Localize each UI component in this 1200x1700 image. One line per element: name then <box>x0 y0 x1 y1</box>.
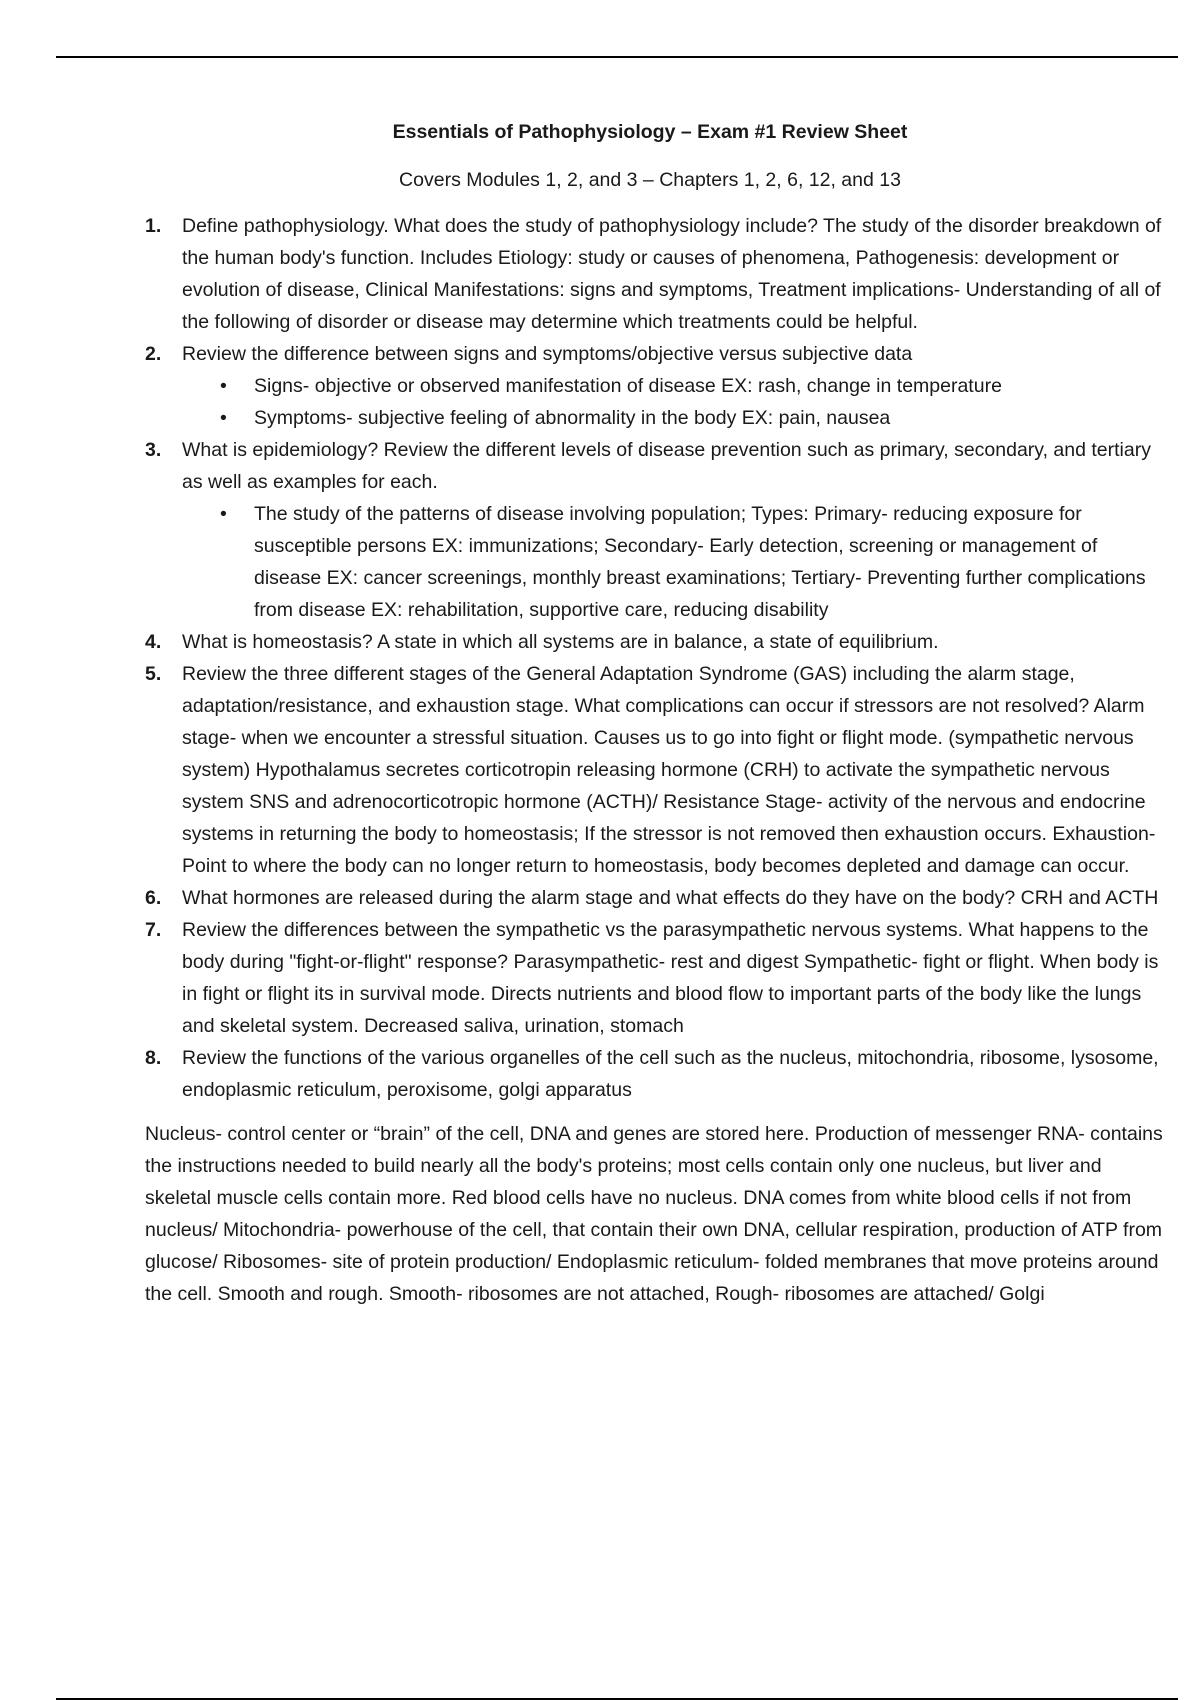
question-item <box>145 1042 1165 1106</box>
question-item <box>145 626 1165 658</box>
question-item <box>145 914 1165 1042</box>
closing-paragraph: Nucleus- control center or “brain” of the cell, DNA and genes are stored here. Production of messenger RNA- contains the instructions needed to build nearly all the body's proteins; most cells contain only one nucleus, but liver and skeletal muscle cells contain more. Red blood cells have no nucleus. DNA comes from white blood cells if not from nucleus/ Mitochondria- powerhouse of the cell, that contain their own DNA, cellular respiration, production of ATP from glucose/ Ribosomes- site of protein production/ Endoplasmic reticulum- folded membranes that move proteins around the cell. Smooth and rough. Smooth- ribosomes are not attached, Rough- ribosomes are attached/ Golgi <box>145 1123 1163 1305</box>
document-title: Essentials of Pathophysiology – Exam #1 Review Sheet <box>392 121 908 143</box>
bullet-list <box>182 370 1165 434</box>
bullet-item: • The study of the patterns of disease involving population; Types: Primary- reducing exposure for susceptible persons EX: immunizations; Secondary- Early detection, screening or management of disease EX: cancer screenings, monthly breast examinations; Tertiary- Preventing further complications from disease EX: rehabilitation, supportive care, reducing disability <box>254 498 1165 626</box>
question-list <box>145 210 1165 1106</box>
question-item <box>145 210 1165 338</box>
document-page <box>145 116 1165 1330</box>
question-item <box>145 658 1165 882</box>
top-divider <box>56 56 1178 58</box>
question-number: 5. <box>145 663 162 685</box>
bullet-item: • Signs- objective or observed manifestation of disease EX: rash, change in temperature <box>254 370 1165 402</box>
question-item <box>145 882 1165 914</box>
question-text: What is epidemiology? Review the different levels of disease prevention such as primary, secondary, and tertiary as well as examples for each. <box>182 439 1151 493</box>
question-number: 2. <box>145 343 162 365</box>
question-item <box>145 434 1165 626</box>
question-text: What is homeostasis? A state in which all systems are in balance, a state of equilibrium. <box>182 631 939 653</box>
question-item <box>145 338 1165 434</box>
question-number: 7. <box>145 919 162 941</box>
question-number: 4. <box>145 631 162 653</box>
question-text: Review the differences between the sympathetic vs the parasympathetic nervous systems. What happens to the body during "fight-or-flight" response? Parasympathetic- rest and digest Sympathetic- fight or flight. When body is in fight or flight its in survival mode. Directs nutrients and blood flow to important parts of the body like the lungs and skeletal system. Decreased saliva, urination, stomach <box>182 919 1159 1037</box>
question-text: Define pathophysiology. What does the study of pathophysiology include? The study of the disorder breakdown of the human body's function. Includes Etiology: study or causes of phenomena, Pathogenesis: development or evolution of disease, Clinical Manifestations: signs and symptoms, Treatment implications- Understanding of all of the following of disorder or disease may determine which treatments could be helpful. <box>182 215 1162 333</box>
bullet-item: • Symptoms- subjective feeling of abnormality in the body EX: pain, nausea <box>254 402 1165 434</box>
question-text: What hormones are released during the alarm stage and what effects do they have on the body? CRH and ACTH <box>182 887 1159 909</box>
question-text: Review the three different stages of the General Adaptation Syndrome (GAS) including the alarm stage, adaptation/resistance, and exhaustion stage. What complications can occur if stressors are not resolved? Alarm stage- when we encounter a stressful situation. Causes us to go into fight or flight mode. (sympathetic nervous system) Hypothalamus secretes corticotropin releasing hormone (CRH) to activate the sympathetic nervous system SNS and adrenocorticotropic hormone (ACTH)/ Resistance Stage- activity of the nervous and endocrine systems in returning the body to homeostasis; If the stressor is not removed then exhaustion occurs. Exhaustion- Point to where the body can no longer return to homeostasis, body becomes depleted and damage can occur. <box>182 663 1156 877</box>
question-number: 6. <box>145 887 162 909</box>
question-text: Review the functions of the various organelles of the cell such as the nucleus, mitochondria, ribosome, lysosome, endoplasmic reticulum, peroxisome, golgi apparatus <box>182 1047 1159 1101</box>
question-number: 1. <box>145 215 162 237</box>
document-subtitle: Covers Modules 1, 2, and 3 – Chapters 1, 2, 6, 12, and 13 <box>399 169 901 191</box>
question-number: 3. <box>145 439 162 461</box>
question-number: 8. <box>145 1047 162 1069</box>
bullet-list <box>182 498 1165 626</box>
question-text: Review the difference between signs and symptoms/objective versus subjective data <box>182 343 913 365</box>
